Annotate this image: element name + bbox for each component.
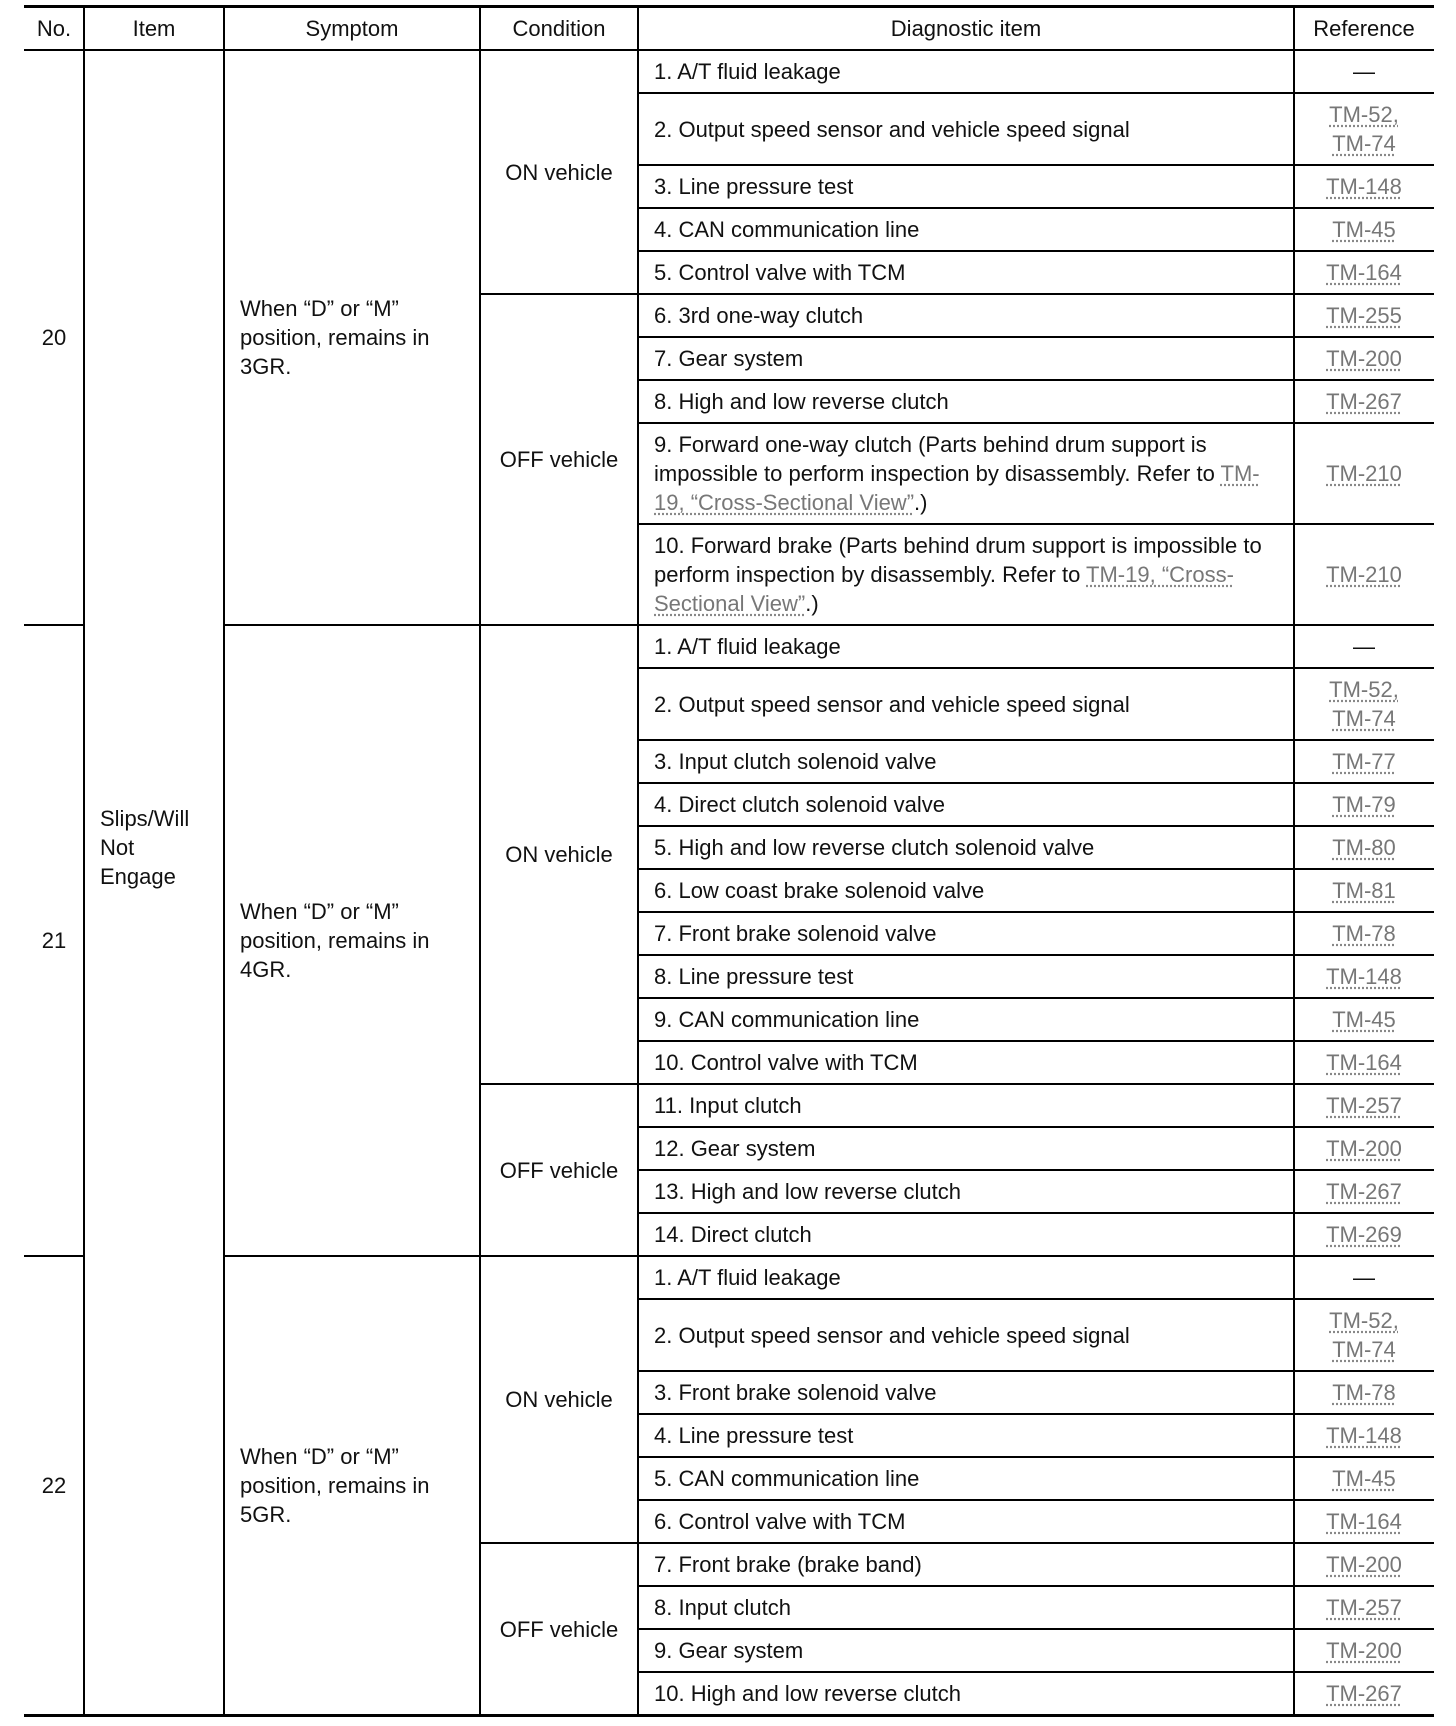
diagnostic-text xyxy=(654,1134,815,1163)
row-number: 22 xyxy=(41,1473,67,1498)
symptom-cell: When “D” or “M” position, remains in 5GR. xyxy=(240,1444,430,1527)
reference-cell xyxy=(1294,380,1434,423)
cross-reference-link[interactable]: TM-19, “Cross-Sectional View” xyxy=(654,461,1260,515)
diagnostic-text xyxy=(654,215,919,244)
diagnostic-item xyxy=(638,625,1294,668)
diagnostic-text xyxy=(654,344,803,373)
symptom-cell: When “D” or “M” position, remains in 3GR. xyxy=(240,296,430,379)
reference-cell xyxy=(1294,1371,1434,1414)
diagnostic-label: 13. High and low reverse clutch xyxy=(654,1179,961,1204)
diagnostic-label: 6. 3rd one-way clutch xyxy=(654,303,864,328)
reference-none: — xyxy=(1353,634,1375,659)
diagnostic-text xyxy=(654,919,937,948)
diagnostic-label: 8. Line pressure test xyxy=(654,964,854,989)
diagnostic-text xyxy=(654,1679,961,1708)
diagnostic-text xyxy=(654,632,841,661)
reference-link[interactable]: TM-81 xyxy=(1332,878,1396,903)
reference-cell xyxy=(1294,1127,1434,1170)
diagnostic-text xyxy=(654,1220,812,1249)
diagnostic-text xyxy=(654,430,1286,517)
reference-none: — xyxy=(1353,1265,1375,1290)
diagnostic-label: 7. Front brake (brake band) xyxy=(654,1552,922,1577)
header-no: No. xyxy=(36,15,72,41)
reference-cell xyxy=(1294,524,1434,625)
diagnostic-label: 8. High and low reverse clutch xyxy=(654,389,949,414)
reference-cell xyxy=(1294,1543,1434,1586)
reference-link[interactable]: TM-80 xyxy=(1332,835,1396,860)
diagnostic-item xyxy=(638,955,1294,998)
symptom-cell: When “D” or “M” position, remains in 4GR. xyxy=(240,899,430,982)
reference-cell xyxy=(1294,423,1434,524)
diagnostic-label: 10. High and low reverse clutch xyxy=(654,1681,961,1706)
reference-cell xyxy=(1294,955,1434,998)
reference-link[interactable]: TM-78 xyxy=(1332,1380,1396,1405)
diagnostic-item xyxy=(638,869,1294,912)
reference-cell xyxy=(1294,1299,1434,1371)
diagnostic-item xyxy=(638,912,1294,955)
row-number: 20 xyxy=(41,325,67,350)
diagnostic-text xyxy=(654,1177,961,1206)
reference-cell xyxy=(1294,869,1434,912)
diagnostic-item xyxy=(638,208,1294,251)
reference-cell xyxy=(1294,1672,1434,1715)
diagnostic-label: 7. Front brake solenoid valve xyxy=(654,921,937,946)
diagnostic-item xyxy=(638,668,1294,740)
reference-cell xyxy=(1294,1629,1434,1672)
reference-link[interactable]: TM-210 xyxy=(1326,461,1402,486)
diagnostic-label: 9. Gear system xyxy=(654,1638,804,1663)
reference-link[interactable]: TM-78 xyxy=(1332,921,1396,946)
diagnostic-item xyxy=(638,1629,1294,1672)
reference-link[interactable]: TM-148 xyxy=(1326,964,1402,989)
reference-link[interactable]: TM-200 xyxy=(1326,346,1402,371)
diagnostic-item xyxy=(638,1500,1294,1543)
diagnostic-label: 3. Front brake solenoid valve xyxy=(654,1380,937,1405)
diagnostic-item xyxy=(638,1170,1294,1213)
diagnostic-label: 1. A/T fluid leakage xyxy=(654,59,841,84)
diagnostic-text xyxy=(654,1263,841,1292)
diagnostic-text xyxy=(654,1421,853,1450)
diagnostic-label: 10. Control valve with TCM xyxy=(654,1050,918,1075)
reference-link[interactable]: TM-200 xyxy=(1326,1638,1402,1663)
condition-off-vehicle: OFF vehicle xyxy=(499,447,619,472)
reference-cell xyxy=(1294,337,1434,380)
diagnostic-text xyxy=(654,1550,922,1579)
reference-link[interactable]: TM-267 xyxy=(1326,389,1402,414)
reference-cell xyxy=(1294,208,1434,251)
diagnostic-label: 8. Input clutch xyxy=(654,1595,791,1620)
reference-cell xyxy=(1294,783,1434,826)
diagnostic-text xyxy=(654,1593,791,1622)
reference-cell xyxy=(1294,912,1434,955)
diagnostic-label: 5. Control valve with TCM xyxy=(654,260,906,285)
diagnostic-item xyxy=(638,1127,1294,1170)
diagnostic-label: 4. Direct clutch solenoid valve xyxy=(654,792,946,817)
reference-link[interactable]: TM-164 xyxy=(1326,1050,1402,1075)
header-symptom: Symptom xyxy=(305,15,399,41)
diagnostic-item xyxy=(638,1543,1294,1586)
reference-link[interactable]: TM-52, TM-74 xyxy=(1329,1308,1399,1362)
reference-cell xyxy=(1294,740,1434,783)
diagnostic-label: 5. High and low reverse clutch solenoid valve xyxy=(654,835,1095,860)
reference-link[interactable]: TM-255 xyxy=(1326,303,1402,328)
diagnostic-text xyxy=(654,962,853,991)
diagnostic-text xyxy=(654,1048,918,1077)
diagnostic-label: 9. CAN communication line xyxy=(654,1007,920,1032)
diagnostic-item xyxy=(638,1299,1294,1371)
diagnostic-label: 3. Input clutch solenoid valve xyxy=(654,749,937,774)
diagnostic-label: 2. Output speed sensor and vehicle speed signal xyxy=(654,691,1130,717)
item-label: Slips/Will Not Engage xyxy=(100,806,190,889)
reference-link[interactable]: TM-200 xyxy=(1326,1552,1402,1577)
diagnostic-label: 6. Low coast brake solenoid valve xyxy=(654,878,985,903)
diagnostic-text xyxy=(654,172,853,201)
diagnostic-item xyxy=(638,826,1294,869)
reference-link[interactable]: TM-200 xyxy=(1326,1136,1402,1161)
diagnostic-item xyxy=(638,251,1294,294)
diagnostic-tail: .) xyxy=(914,490,928,515)
reference-link[interactable]: TM-77 xyxy=(1332,749,1396,774)
diagnostic-item xyxy=(638,524,1294,625)
diagnostic-text xyxy=(654,876,984,905)
diagnostic-item xyxy=(638,783,1294,826)
diagnostic-text xyxy=(654,1005,919,1034)
reference-link[interactable]: TM-164 xyxy=(1326,1509,1402,1534)
diagnostic-label: 4. CAN communication line xyxy=(654,217,920,242)
reference-cell xyxy=(1294,998,1434,1041)
reference-link[interactable]: TM-52, TM-74 xyxy=(1329,102,1399,156)
reference-link[interactable]: TM-148 xyxy=(1326,1423,1402,1448)
diagnostic-text xyxy=(654,387,949,416)
condition-on-vehicle: ON vehicle xyxy=(505,1387,613,1412)
diagnostic-label: 9. Forward one-way clutch (Parts behind drum support is impossible to perform inspection by disassembly. Refer to xyxy=(654,432,1215,486)
reference-link[interactable]: TM-267 xyxy=(1326,1179,1402,1204)
diagnostic-label: 2. Output speed sensor and vehicle speed signal xyxy=(654,116,1130,142)
reference-cell xyxy=(1294,1213,1434,1256)
diagnostic-text xyxy=(654,1507,905,1536)
diagnostic-label: 12. Gear system xyxy=(654,1136,816,1161)
diagnostic-label: 5. CAN communication line xyxy=(654,1466,920,1491)
reference-cell xyxy=(1294,1041,1434,1084)
reference-cell xyxy=(1294,826,1434,869)
reference-link[interactable]: TM-79 xyxy=(1332,792,1396,817)
header-reference: Reference xyxy=(1313,15,1415,41)
reference-cell xyxy=(1294,668,1434,740)
row-number: 21 xyxy=(41,928,67,953)
diagnostic-text xyxy=(654,747,937,776)
diagnostic-label: 14. Direct clutch xyxy=(654,1222,812,1247)
reference-cell xyxy=(1294,1414,1434,1457)
diagnostic-text xyxy=(654,1321,1130,1350)
diagnostic-text xyxy=(654,1636,803,1665)
diagnostic-item xyxy=(638,1041,1294,1084)
condition-off-vehicle: OFF vehicle xyxy=(499,1157,619,1183)
diagnostic-text xyxy=(654,1378,937,1407)
reference-cell xyxy=(1294,1500,1434,1543)
header-condition: Condition xyxy=(512,15,606,41)
diagnostic-label: 1. A/T fluid leakage xyxy=(654,634,841,659)
reference-cell xyxy=(1294,1457,1434,1500)
reference-cell xyxy=(1294,625,1434,668)
diagnostic-text xyxy=(654,690,1130,719)
diagnostic-text xyxy=(654,790,945,819)
reference-cell xyxy=(1294,1084,1434,1127)
reference-link[interactable]: TM-45 xyxy=(1332,1466,1396,1491)
reference-cell xyxy=(1294,294,1434,337)
header-item: Item xyxy=(132,15,176,41)
header-diagnostic-item: Diagnostic item xyxy=(890,15,1042,41)
reference-link[interactable]: TM-164 xyxy=(1326,260,1402,285)
diagnostic-label: 6. Control valve with TCM xyxy=(654,1509,906,1534)
condition-off-vehicle: OFF vehicle xyxy=(499,1616,619,1642)
diagnostic-label: 10. Forward brake (Parts behind drum support is impossible to perform inspection by disassembly. Refer to xyxy=(654,533,1262,587)
diagnostic-item xyxy=(638,380,1294,423)
diagnostic-text xyxy=(654,531,1286,618)
reference-link[interactable]: TM-52, TM-74 xyxy=(1329,677,1399,731)
diagnostic-item xyxy=(638,1672,1294,1715)
reference-cell xyxy=(1294,93,1434,165)
diagnostic-item xyxy=(638,294,1294,337)
diagnostic-item xyxy=(638,423,1294,524)
diagnostic-item xyxy=(638,1371,1294,1414)
condition-on-vehicle: ON vehicle xyxy=(505,842,613,867)
reference-cell xyxy=(1294,251,1434,294)
diagnostic-label: 1. A/T fluid leakage xyxy=(654,1265,841,1290)
diagnostic-label: 3. Line pressure test xyxy=(654,174,854,199)
reference-link[interactable]: TM-267 xyxy=(1326,1681,1402,1706)
reference-link[interactable]: TM-257 xyxy=(1326,1093,1402,1118)
diagnostic-text xyxy=(654,301,863,330)
diagnostic-text xyxy=(654,258,905,287)
diagnostic-text xyxy=(654,833,1094,862)
diagnostic-label: 2. Output speed sensor and vehicle speed signal xyxy=(654,1322,1130,1348)
reference-link[interactable]: TM-257 xyxy=(1326,1595,1402,1620)
reference-cell xyxy=(1294,1256,1434,1299)
diagnostic-label: 4. Line pressure test xyxy=(654,1423,854,1448)
diagnostic-label: 7. Gear system xyxy=(654,346,804,371)
diagnostic-item xyxy=(638,1457,1294,1500)
diagnostic-label: 11. Input clutch xyxy=(654,1093,802,1118)
diagnostic-item xyxy=(638,1586,1294,1629)
condition-on-vehicle: ON vehicle xyxy=(505,159,613,185)
top-rule xyxy=(24,5,1434,8)
reference-link[interactable]: TM-269 xyxy=(1326,1222,1402,1247)
reference-none: — xyxy=(1353,59,1375,84)
diagnostic-item xyxy=(638,1256,1294,1299)
diagnostic-item xyxy=(638,998,1294,1041)
reference-cell xyxy=(1294,165,1434,208)
diagnostic-item xyxy=(638,165,1294,208)
diagnostic-item xyxy=(638,1213,1294,1256)
reference-link[interactable]: TM-210 xyxy=(1326,562,1402,587)
reference-cell xyxy=(1294,1586,1434,1629)
reference-link[interactable]: TM-45 xyxy=(1332,217,1396,242)
diagnostic-item xyxy=(638,1414,1294,1457)
cross-reference-link[interactable]: TM-19, “Cross-Sectional View” xyxy=(654,562,1234,616)
diagnostic-text xyxy=(654,1091,802,1120)
item-cell xyxy=(84,50,224,1715)
diagnostic-item xyxy=(638,50,1294,93)
reference-link[interactable]: TM-148 xyxy=(1326,174,1402,199)
diagnostic-item xyxy=(638,337,1294,380)
diagnostic-tail: .) xyxy=(805,591,819,616)
diagnostic-item xyxy=(638,93,1294,165)
diagnostic-text xyxy=(654,1464,919,1493)
diagnostic-text xyxy=(654,115,1130,144)
reference-link[interactable]: TM-45 xyxy=(1332,1007,1396,1032)
diagnostic-item xyxy=(638,740,1294,783)
reference-cell xyxy=(1294,50,1434,93)
diagnostic-text xyxy=(654,57,841,86)
diagnostic-item xyxy=(638,1084,1294,1127)
reference-cell xyxy=(1294,1170,1434,1213)
